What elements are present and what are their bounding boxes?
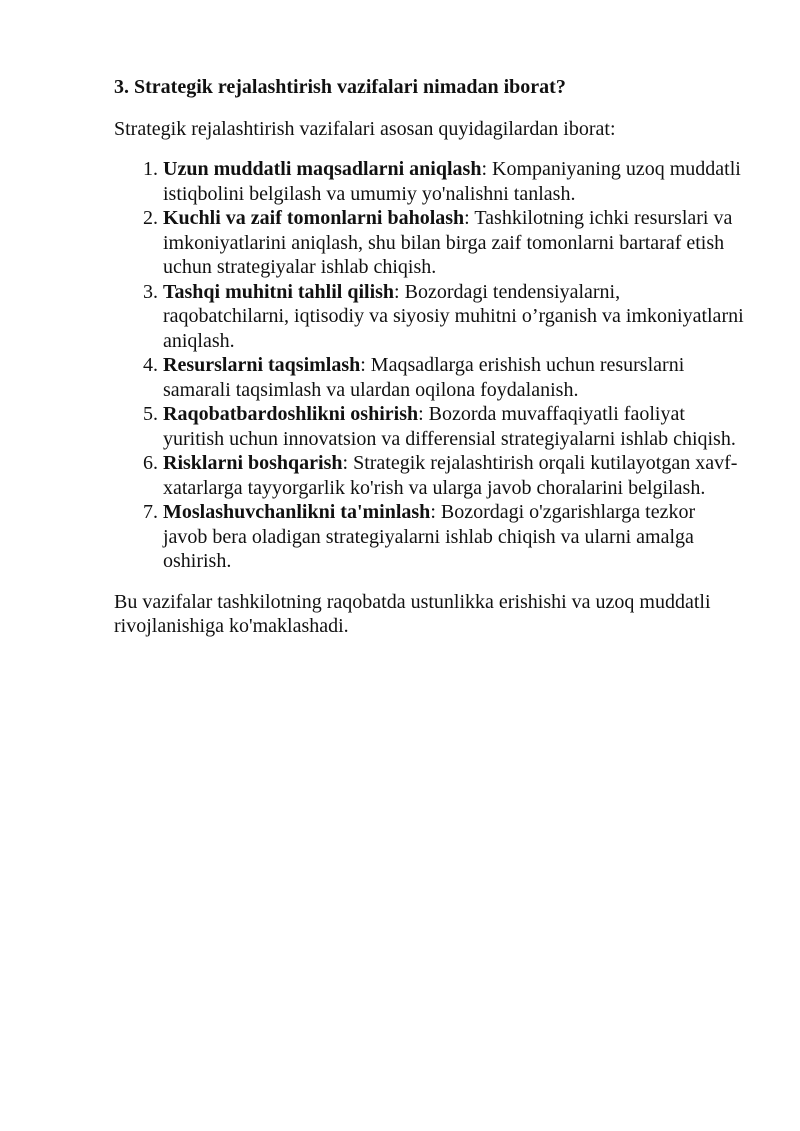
document-page [114,75,744,639]
list-item [163,451,744,500]
list-item [163,353,744,402]
list-item [163,206,744,280]
task-term: Raqobatbardoshlikni oshirish [163,403,419,425]
list-item [163,402,744,451]
task-term: Tashqi muhitni tahlil qilish [163,280,395,303]
list-item [163,157,744,206]
task-description: : Tashkilotning ichki resurslari va imkoniyatlarini aniqlash, shu bilan birga zaif tomonlarni bartaraf etish uchun strategiyalar ishlab chiqish. [163,207,733,278]
task-description: : Strategik rejalashtirish orqali kutilayotgan xavf-xatarlarga tayyorgarlik ko'rish va ularga javob choralarini belgilash. [163,452,738,499]
tasks-list [114,157,744,574]
closing-paragraph: Bu vazifalar tashkilotning raqobatda ustunlikka erishishi va uzoq muddatli rivojlanishiga ko'maklashadi. [114,590,711,637]
list-item [163,500,744,574]
section-heading: 3. Strategik rejalashtirish vazifalari nimadan iborat? [114,76,566,98]
intro-paragraph: Strategik rejalashtirish vazifalari asosan quyidagilardan iborat: [114,117,616,140]
task-description: : Maqsadlarga erishish uchun resurslarni samarali taqsimlash va ulardan oqilona foydalanish. [163,354,685,401]
task-term: Kuchli va zaif tomonlarni baholash [163,207,465,229]
task-description: : Bozordagi o'zgarishlarga tezkor javob bera oladigan strategiyalarni ishlab chiqish va ularni amalga oshirish. [163,501,696,572]
task-description: : Bozorda muvaffaqiyatli faoliyat yuritish uchun innovatsion va differensial strategiyalarni ishlab chiqish. [163,403,736,450]
task-description: : Kompaniyaning uzoq muddatli istiqbolini belgilash va umumiy yo'nalishni tanlash. [163,158,741,205]
task-term: Resurslarni taqsimlash [163,354,361,376]
task-term: Moslashuvchanlikni ta'minlash [163,501,431,523]
task-term: Uzun muddatli maqsadlarni aniqlash [163,158,482,180]
list-item [163,280,744,354]
task-description: : Bozordagi tendensiyalarni, raqobatchilarni, iqtisodiy va siyosiy muhitni o’rganish va imkoniyatlarni aniqlash. [163,280,744,352]
task-term: Risklarni boshqarish [163,452,343,474]
